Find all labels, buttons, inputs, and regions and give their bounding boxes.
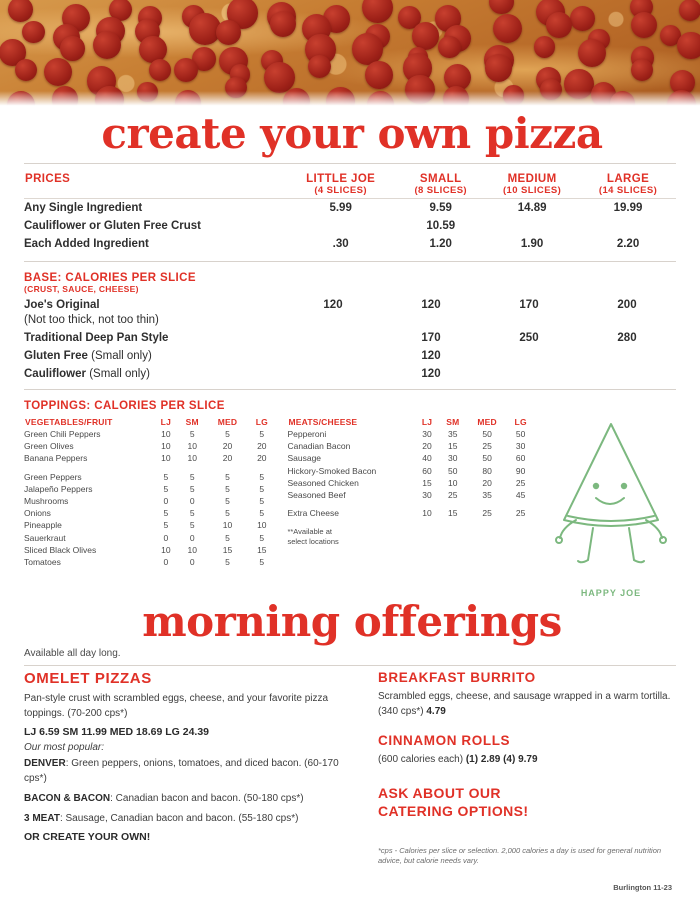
- morning-content: [0, 648, 700, 866]
- price-row-label: Any Single Ingredient: [24, 199, 284, 218]
- pepperoni-slice: [534, 36, 556, 58]
- col-medium: [484, 172, 580, 199]
- topping-name: Tomatoes: [24, 556, 61, 567]
- hero-bottom-fade: [0, 91, 700, 107]
- base-row-note-text: (Small only): [89, 368, 150, 380]
- topping-name: Sausage: [287, 453, 322, 464]
- topping-row: [24, 483, 275, 495]
- size-header-sm: SM: [446, 417, 460, 427]
- base-cell: 120: [323, 299, 343, 311]
- meats-header-row: [287, 416, 534, 428]
- topping-calorie-cell: 10: [161, 453, 171, 464]
- topping-calorie-cell: 10: [161, 544, 171, 555]
- catering-line-1: ASK ABOUT OUR: [378, 785, 501, 802]
- create-your-own-title-band: [0, 107, 700, 157]
- price-cell: 19.99: [580, 199, 676, 218]
- price-row: [24, 235, 676, 253]
- pepperoni-slice: [485, 54, 512, 81]
- col-medium-name: MEDIUM: [507, 173, 557, 185]
- topping-row: [24, 440, 275, 452]
- omelet-heading: OMELET PIZZAS: [24, 670, 152, 688]
- base-row-label: Traditional Deep Pan Style: [24, 332, 169, 344]
- topping-name: Extra Cheese: [287, 508, 339, 519]
- topping-calorie-cell: 5: [225, 496, 230, 507]
- pepperoni-slice: [93, 31, 121, 59]
- cinnamon-price-1: (1) 2.89: [465, 754, 501, 766]
- base-calories-body: [24, 296, 676, 383]
- base-cell: [480, 365, 578, 383]
- topping-name: Green Olives: [24, 441, 74, 452]
- topping-row: [287, 507, 534, 519]
- prices-table: [24, 172, 676, 253]
- topping-calorie-cell: 5: [225, 429, 230, 440]
- pepperoni-slice: [60, 36, 85, 61]
- morning-columns: [24, 666, 676, 866]
- topping-name: Jalapeño Peppers: [24, 483, 93, 494]
- topping-name: Seasoned Chicken: [287, 477, 359, 488]
- pepperoni-slice: [570, 6, 595, 31]
- topping-calorie-cell: 20: [422, 441, 432, 452]
- topping-calorie-cell: 5: [225, 471, 230, 482]
- available-all-day-text: Available all day long.: [24, 648, 121, 660]
- topping-name: Canadian Bacon: [287, 441, 351, 452]
- morning-right-column: [378, 666, 676, 866]
- topping-row: [287, 452, 534, 464]
- cinnamon-rolls-heading: CINNAMON ROLLS: [378, 733, 511, 749]
- topping-calorie-cell: 10: [422, 508, 432, 519]
- base-cell: [382, 314, 480, 329]
- topping-calorie-cell: 10: [448, 477, 458, 488]
- base-cell: [480, 347, 578, 365]
- base-row-note-text: (Not too thick, not too thin): [24, 314, 159, 326]
- topping-name: Sliced Black Olives: [24, 544, 97, 555]
- base-cell: [578, 347, 676, 365]
- topping-calorie-cell: 5: [163, 520, 169, 531]
- pepperoni-slice: [44, 58, 72, 86]
- topping-calorie-cell: 10: [222, 520, 233, 531]
- topping-calorie-cell: 50: [482, 453, 492, 464]
- topping-calorie-cell: 10: [187, 544, 197, 555]
- topping-row: [287, 489, 534, 501]
- cinnamon-price-4: (4) 9.79: [503, 754, 538, 766]
- col-large-name: LARGE: [606, 173, 650, 185]
- base-cell: 200: [617, 299, 637, 311]
- topping-calorie-cell: 15: [257, 544, 267, 555]
- topping-calorie-cell: 10: [187, 441, 197, 452]
- base-row-note: [24, 314, 676, 329]
- breakfast-burrito-description: [378, 689, 676, 719]
- price-cell: 1.20: [429, 238, 452, 250]
- topping-calorie-cell: 5: [259, 556, 265, 567]
- topping-calorie-cell: 0: [189, 496, 195, 507]
- pepperoni-slice: [679, 0, 700, 21]
- pepperoni-slice: [270, 11, 296, 37]
- col-little-joe-sub: (4 SLICES): [314, 185, 367, 196]
- meats-table: [287, 416, 534, 519]
- topping-row: [24, 507, 275, 519]
- happy-joe-mascot: [546, 416, 676, 586]
- base-row: [24, 365, 676, 383]
- base-cell: [284, 329, 382, 347]
- vegetables-table-head: [24, 416, 275, 428]
- topping-calorie-cell: 5: [259, 496, 265, 507]
- meats-table-head: [287, 416, 534, 428]
- topping-calorie-cell: 0: [163, 532, 169, 543]
- base-cell: 170: [421, 332, 441, 344]
- base-cell: 120: [421, 299, 441, 311]
- omelet-item: [24, 811, 354, 826]
- prices-divider: [24, 261, 676, 262]
- topping-calorie-cell: 20: [257, 441, 267, 452]
- base-row-name: Cauliflower: [24, 368, 86, 380]
- omelet-description: Pan-style crust with scrambled eggs, cheese, and your favorite pizza toppings. (70-200 cps*): [24, 693, 329, 720]
- toppings-heading: TOPPINGS: CALORIES PER SLICE: [24, 400, 225, 412]
- topping-row: [24, 471, 275, 483]
- vegetables-column: [24, 416, 275, 598]
- topping-name: Hickory-Smoked Bacon: [287, 465, 377, 476]
- topping-calorie-cell: 30: [448, 453, 458, 464]
- col-small: [397, 172, 484, 199]
- omelet-item-desc: : Canadian bacon and bacon. (50-180 cps*): [110, 793, 304, 805]
- price-cell: 10.59: [426, 220, 456, 232]
- prices-table-head: [24, 172, 676, 199]
- topping-calorie-cell: 0: [189, 556, 195, 567]
- topping-name: Banana Peppers: [24, 453, 88, 464]
- topping-name: Mushrooms: [24, 496, 69, 507]
- col-little-joe: [284, 172, 397, 199]
- base-cell: 280: [617, 332, 637, 344]
- topping-row: [287, 440, 534, 452]
- cinnamon-rolls-pricing: [378, 752, 676, 767]
- topping-calorie-cell: 20: [222, 441, 233, 452]
- price-cell: 5.99: [284, 199, 397, 218]
- topping-calorie-cell: 20: [257, 453, 267, 464]
- burrito-desc-text: Scrambled eggs, cheese, and sausage wrapped in a warm tortilla. (340 cps*): [378, 691, 671, 718]
- col-medium-sub: (10 SLICES): [502, 185, 562, 196]
- base-cell: [578, 365, 676, 383]
- col-little-joe-name: LITTLE JOE: [306, 173, 376, 185]
- topping-row: [24, 556, 275, 568]
- price-row: [24, 217, 676, 235]
- base-cell: 120: [421, 368, 441, 380]
- store-footer: Burlington 11-23: [613, 883, 672, 892]
- vegetables-header-row: [24, 416, 275, 428]
- topping-name: Pepperoni: [287, 429, 327, 440]
- base-subheading: (CRUST, SAUCE, CHEESE): [24, 284, 139, 294]
- topping-calorie-cell: 5: [189, 483, 195, 494]
- price-row-label: Cauliflower or Gluten Free Crust: [24, 220, 201, 232]
- topping-calorie-cell: 25: [515, 508, 526, 519]
- col-large-sub: (14 SLICES): [598, 185, 658, 196]
- base-row-label: Joe's Original: [24, 299, 100, 311]
- vegetables-header-label: VEGETABLES/FRUIT: [25, 417, 113, 427]
- breakfast-burrito-heading: BREAKFAST BURRITO: [378, 670, 536, 686]
- topping-calorie-cell: 5: [225, 532, 230, 543]
- topping-calorie-cell: 5: [225, 508, 230, 519]
- price-cell: .30: [332, 238, 349, 250]
- topping-name: Sauerkraut: [24, 532, 66, 543]
- topping-calorie-cell: 0: [163, 496, 169, 507]
- meats-column: [287, 416, 534, 598]
- base-row-label: [24, 347, 284, 365]
- size-header-lg: LG: [514, 417, 527, 427]
- topping-calorie-cell: 30: [515, 441, 526, 452]
- topping-calorie-cell: 30: [422, 490, 432, 501]
- pepperoni-slice: [216, 20, 241, 45]
- omelet-item: [24, 791, 354, 806]
- topping-calorie-cell: 50: [448, 465, 458, 476]
- topping-calorie-cell: 30: [422, 429, 432, 440]
- topping-calorie-cell: 45: [515, 490, 526, 501]
- topping-calorie-cell: 15: [448, 441, 458, 452]
- topping-calorie-cell: 15: [422, 477, 432, 488]
- page-title: create your own pizza: [101, 109, 603, 158]
- base-row: [24, 296, 676, 314]
- price-cell: [484, 217, 580, 235]
- size-header-lj: LJ: [160, 417, 171, 427]
- price-row: [24, 199, 676, 218]
- morning-offerings-title: morning offerings: [142, 597, 562, 646]
- topping-calorie-cell: 5: [189, 520, 195, 531]
- omelet-item-desc: : Green peppers, onions, tomatoes, and diced bacon. (60-170 cps*): [24, 758, 339, 785]
- base-row-name: Gluten Free: [24, 350, 88, 362]
- size-header-med: MED: [477, 417, 497, 427]
- base-cell: 250: [519, 332, 539, 344]
- topping-name: Green Chili Peppers: [24, 429, 101, 440]
- topping-calorie-cell: 5: [259, 429, 265, 440]
- mascot-column: [546, 416, 676, 598]
- topping-calorie-cell: 25: [482, 441, 492, 452]
- topping-calorie-cell: 10: [257, 520, 267, 531]
- prices-table-body: [24, 199, 676, 254]
- price-cell: [284, 217, 397, 235]
- base-row: [24, 347, 676, 365]
- topping-calorie-cell: 5: [259, 508, 265, 519]
- catering-line-2: CATERING OPTIONS!: [378, 802, 529, 819]
- topping-row: [24, 495, 275, 507]
- omelet-item: [24, 756, 354, 786]
- topping-calorie-cell: 20: [222, 453, 233, 464]
- burrito-price: 4.79: [426, 706, 446, 718]
- pepperoni-slice: [578, 39, 606, 67]
- topping-calorie-cell: 5: [189, 471, 195, 482]
- topping-row: [287, 477, 534, 489]
- topping-calorie-cell: 40: [422, 453, 432, 464]
- pepperoni-slice: [438, 36, 460, 58]
- topping-calorie-cell: 35: [448, 429, 458, 440]
- base-cell: [284, 347, 382, 365]
- smiling-pizza-slice-icon: [546, 416, 676, 576]
- topping-name: Pineapple: [24, 520, 62, 531]
- pepperoni-slice: [22, 21, 44, 43]
- price-cell: 1.90: [520, 238, 544, 250]
- prices-header-row: [24, 172, 676, 199]
- price-cell: 9.59: [397, 199, 484, 218]
- base-cell: 170: [519, 299, 539, 311]
- topping-calorie-cell: 60: [515, 453, 526, 464]
- meats-header-label: MEATS/CHEESE: [288, 417, 358, 427]
- topping-calorie-cell: 5: [259, 532, 265, 543]
- catering-callout: [378, 785, 676, 820]
- topping-calorie-cell: 5: [189, 429, 195, 440]
- topping-calorie-cell: 5: [163, 483, 169, 494]
- omelet-item-desc: : Sausage, Canadian bacon and bacon. (55-180 cps*): [59, 813, 299, 825]
- price-row-label: Each Added Ingredient: [24, 238, 149, 250]
- calorie-disclaimer: *cps - Calories per slice or selection. 2,000 calories a day is used for general nutrition advice, but calorie needs vary.: [378, 846, 662, 866]
- topping-row: [287, 465, 534, 477]
- price-cell: [580, 217, 676, 235]
- base-cell: [578, 314, 676, 329]
- pepperoni-slice: [149, 59, 171, 81]
- topping-calorie-cell: 15: [448, 508, 458, 519]
- topping-row: [24, 452, 275, 464]
- base-divider: [24, 389, 676, 390]
- price-cell: 14.89: [484, 199, 580, 218]
- topping-row: [287, 428, 534, 440]
- topping-calorie-cell: 5: [163, 508, 169, 519]
- base-calories-table: [24, 296, 676, 383]
- omelet-item-name: BACON & BACON: [24, 793, 111, 805]
- topping-name: Onions: [24, 508, 51, 519]
- base-cell: [284, 314, 382, 329]
- cinnamon-calories: (600 calories each): [378, 754, 464, 766]
- price-cell: 2.20: [616, 238, 640, 250]
- toppings-section: [24, 416, 676, 598]
- base-cell: 120: [421, 350, 441, 362]
- topping-calorie-cell: 5: [225, 483, 230, 494]
- topping-calorie-cell: 20: [482, 477, 492, 488]
- size-header-lg: LG: [255, 417, 268, 427]
- topping-calorie-cell: 25: [482, 508, 492, 519]
- topping-calorie-cell: 5: [225, 556, 230, 567]
- omelet-create-your-own: OR CREATE YOUR OWN!: [24, 831, 151, 844]
- col-small-name: SMALL: [419, 173, 462, 185]
- topping-calorie-cell: 5: [259, 471, 265, 482]
- title-divider: [24, 163, 676, 164]
- prices-label: PRICES: [25, 173, 71, 185]
- morning-title-band: [0, 598, 700, 646]
- topping-calorie-cell: 90: [515, 465, 526, 476]
- hero-pizza-photo: [0, 0, 700, 107]
- topping-calorie-cell: 35: [482, 490, 492, 501]
- topping-calorie-cell: 50: [515, 429, 526, 440]
- omelet-popular-label: Our most popular:: [24, 742, 105, 754]
- topping-row: [24, 532, 275, 544]
- topping-row: [24, 544, 275, 556]
- topping-row: [24, 519, 275, 531]
- topping-calorie-cell: 80: [482, 465, 492, 476]
- topping-calorie-cell: 5: [259, 483, 265, 494]
- meats-table-body: [287, 428, 534, 519]
- topping-calorie-cell: 10: [161, 441, 171, 452]
- topping-calorie-cell: 60: [422, 465, 432, 476]
- col-small-sub: (8 SLICES): [414, 185, 467, 196]
- base-heading: BASE: CALORIES PER SLICE: [24, 272, 196, 284]
- base-cell: [284, 365, 382, 383]
- vegetables-table-body: [24, 428, 275, 568]
- topping-calorie-cell: 50: [482, 429, 492, 440]
- vegetables-table: [24, 416, 275, 568]
- pepperoni-slice: [365, 61, 393, 89]
- col-large: [580, 172, 676, 199]
- topping-calorie-cell: 5: [163, 471, 169, 482]
- toppings-footnote: **Available at select locations: [287, 527, 339, 546]
- size-header-sm: SM: [185, 417, 199, 427]
- topping-name: Green Peppers: [24, 471, 82, 482]
- topping-name: Seasoned Beef: [287, 490, 346, 501]
- omelet-item-name: 3 MEAT: [24, 813, 60, 825]
- topping-calorie-cell: 15: [222, 544, 233, 555]
- omelet-item-name: DENVER: [24, 758, 66, 770]
- base-row: [24, 329, 676, 347]
- topping-calorie-cell: 10: [161, 429, 171, 440]
- topping-calorie-cell: 10: [187, 453, 197, 464]
- pepperoni-slice: [677, 32, 700, 60]
- topping-calorie-cell: 0: [189, 532, 195, 543]
- menu-content: [0, 172, 700, 598]
- topping-calorie-cell: 25: [515, 477, 526, 488]
- omelet-pricing: LJ 6.59 SM 11.99 MED 18.69 LG 24.39: [24, 726, 210, 739]
- topping-calorie-cell: 0: [163, 556, 169, 567]
- topping-calorie-cell: 5: [189, 508, 195, 519]
- pepperoni-slice: [412, 22, 440, 50]
- happy-joe-label: HAPPY JOE: [580, 588, 642, 598]
- topping-row: [24, 428, 275, 440]
- omelet-pizzas-block: [24, 666, 354, 866]
- base-row-label: [24, 365, 284, 383]
- base-cell: [480, 314, 578, 329]
- topping-calorie-cell: 25: [448, 490, 458, 501]
- base-row-note-text: (Small only): [91, 350, 152, 362]
- size-header-lj: LJ: [421, 417, 433, 427]
- size-header-med: MED: [217, 417, 238, 427]
